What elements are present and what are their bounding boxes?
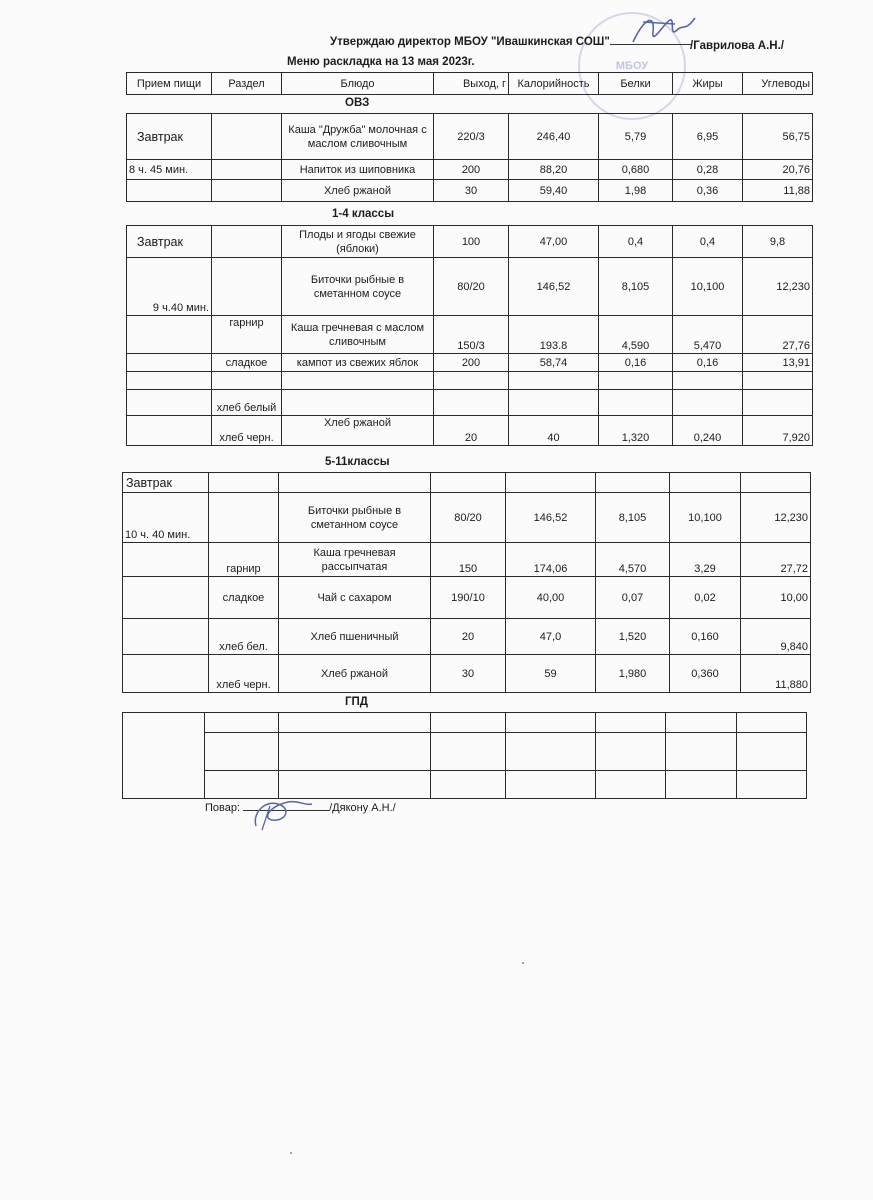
weight-cell: 200 [434,354,509,372]
meal-time: 9 ч.40 мин. [127,258,212,316]
approval-line [330,34,692,48]
table-row [123,619,811,655]
kcal-cell: 59,40 [509,180,599,202]
table-row [123,493,811,543]
col-carbs: Углеводы [743,73,813,95]
table-row [123,771,807,799]
kcal-cell: 246,40 [509,114,599,160]
meal-time: 10 ч. 40 мин. [123,493,209,543]
table-row [123,713,807,733]
kcal-cell: 47,00 [509,226,599,258]
table-row [127,354,813,372]
fat-cell: 0,36 [673,180,743,202]
kcal-cell: 146,52 [509,258,599,316]
col-fat: Жиры [673,73,743,95]
table-row [123,543,811,577]
gpd-table [122,712,807,799]
grades-5-11-table [122,472,811,693]
fat-cell: 0,16 [673,354,743,372]
protein-cell: 0,07 [596,577,670,619]
section-cell: гарнир [212,316,282,354]
carbs-cell: 9,8 [743,226,813,258]
section-gpd: ГПД [345,696,368,708]
col-weight: Выход, г [434,73,509,95]
kcal-cell: 47,0 [506,619,596,655]
table-row [127,160,813,180]
kcal-cell: 58,74 [509,354,599,372]
signature-line [610,34,692,45]
dish-cell: Каша "Дружба" молочная с маслом сливочным [282,114,434,160]
dish-cell: Биточки рыбные в сметанном соусе [282,258,434,316]
carbs-cell: 27,72 [741,543,811,577]
weight-cell: 190/10 [431,577,506,619]
protein-cell: 0,16 [599,354,673,372]
weight-cell: 220/3 [434,114,509,160]
table-row [127,258,813,316]
fat-cell: 10,100 [673,258,743,316]
protein-cell: 8,105 [596,493,670,543]
weight-cell: 30 [434,180,509,202]
fat-cell: 0,28 [673,160,743,180]
table-row [123,577,811,619]
carbs-cell: 13,91 [743,354,813,372]
cook-label: Повар: [205,802,241,814]
weight-cell: 80/20 [431,493,506,543]
col-kcal: Калорийность [509,73,599,95]
table-row [127,180,813,202]
scan-speck [290,1152,292,1154]
fat-cell: 0,360 [670,655,741,693]
table-row [127,114,813,160]
weight-cell: 100 [434,226,509,258]
dish-cell: Хлеб ржаной [279,655,431,693]
kcal-cell: 88,20 [509,160,599,180]
protein-cell: 4,570 [596,543,670,577]
dish-cell: Хлеб ржаной [282,416,434,446]
section-cell: сладкое [209,577,279,619]
fat-cell: 6,95 [673,114,743,160]
carbs-cell: 27,76 [743,316,813,354]
document-title: Меню раскладка на 13 мая 2023г. [287,56,475,68]
table-row [123,733,807,771]
weight-cell: 80/20 [434,258,509,316]
table-row [127,316,813,354]
dish-cell: Хлеб пшеничный [279,619,431,655]
carbs-cell: 11,880 [741,655,811,693]
section-cell: сладкое [212,354,282,372]
fat-cell: 0,160 [670,619,741,655]
section-grades-5-11: 5-11классы [325,456,390,468]
protein-cell: 0,4 [599,226,673,258]
carbs-cell: 11,88 [743,180,813,202]
weight-cell: 30 [431,655,506,693]
official-stamp [578,12,686,120]
protein-cell: 0,680 [599,160,673,180]
dish-cell: Хлеб ржаной [282,180,434,202]
cook-name: /Дякону А.Н./ [329,802,396,814]
cook-signature-line [205,800,396,814]
director-name: /Гаврилова А.Н./ [690,40,785,52]
meal-label: Завтрак [123,473,209,493]
grades-1-4-table [126,225,813,446]
carbs-cell: 56,75 [743,114,813,160]
kcal-cell: 193.8 [509,316,599,354]
ovz-table [126,113,813,202]
meal-label: Завтрак [127,114,212,160]
section-cell: хлеб белый [212,390,282,416]
table-row [127,372,813,390]
meal-time: 8 ч. 45 мин. [127,160,212,180]
weight-cell: 200 [434,160,509,180]
col-meal: Прием пищи [127,73,212,95]
carbs-cell: 7,920 [743,416,813,446]
fat-cell: 10,100 [670,493,741,543]
section-cell: хлеб черн. [209,655,279,693]
fat-cell: 0,4 [673,226,743,258]
approval-text: Утверждаю директор МБОУ "Ивашкинская СОШ" [330,36,610,48]
meal-label: Завтрак [127,226,212,258]
stamp-text: МБОУ [615,60,649,72]
protein-cell: 1,520 [596,619,670,655]
kcal-cell: 174,06 [506,543,596,577]
table-row [127,226,813,258]
fat-cell: 5,470 [673,316,743,354]
dish-cell: Биточки рыбные в сметанном соусе [279,493,431,543]
kcal-cell: 59 [506,655,596,693]
table-row [123,655,811,693]
menu-table-ovz [126,72,813,95]
weight-cell: 20 [431,619,506,655]
section-cell: хлеб черн. [212,416,282,446]
section-cell: хлеб бел. [209,619,279,655]
dish-cell: Напиток из шиповника [282,160,434,180]
col-section: Раздел [212,73,282,95]
kcal-cell: 146,52 [506,493,596,543]
section-ovz: ОВЗ [345,97,370,109]
fat-cell: 3,29 [670,543,741,577]
scan-speck [522,962,524,964]
dish-cell: Плоды и ягоды свежие (яблоки) [282,226,434,258]
signature-line [243,800,329,811]
kcal-cell: 40,00 [506,577,596,619]
protein-cell: 8,105 [599,258,673,316]
section-cell: гарнир [209,543,279,577]
fat-cell: 0,240 [673,416,743,446]
col-dish: Блюдо [282,73,434,95]
protein-cell: 5,79 [599,114,673,160]
col-protein: Белки [599,73,673,95]
protein-cell: 1,320 [599,416,673,446]
protein-cell: 1,98 [599,180,673,202]
fat-cell: 0,02 [670,577,741,619]
section-grades-1-4: 1-4 классы [332,208,395,220]
weight-cell: 150 [431,543,506,577]
carbs-cell: 9,840 [741,619,811,655]
table-row [123,473,811,493]
kcal-cell: 40 [509,416,599,446]
carbs-cell: 12,230 [743,258,813,316]
dish-cell: Чай с сахаром [279,577,431,619]
dish-cell: кампот из свежих яблок [282,354,434,372]
weight-cell: 20 [434,416,509,446]
protein-cell: 1,980 [596,655,670,693]
dish-cell: Каша гречневая с маслом сливочным [282,316,434,354]
table-row [127,416,813,446]
carbs-cell: 20,76 [743,160,813,180]
protein-cell: 4,590 [599,316,673,354]
weight-cell: 150/3 [434,316,509,354]
table-row [127,390,813,416]
column-header-row [127,73,813,95]
carbs-cell: 12,230 [741,493,811,543]
dish-cell: Каша гречневая рассыпчатая [279,543,431,577]
carbs-cell: 10,00 [741,577,811,619]
